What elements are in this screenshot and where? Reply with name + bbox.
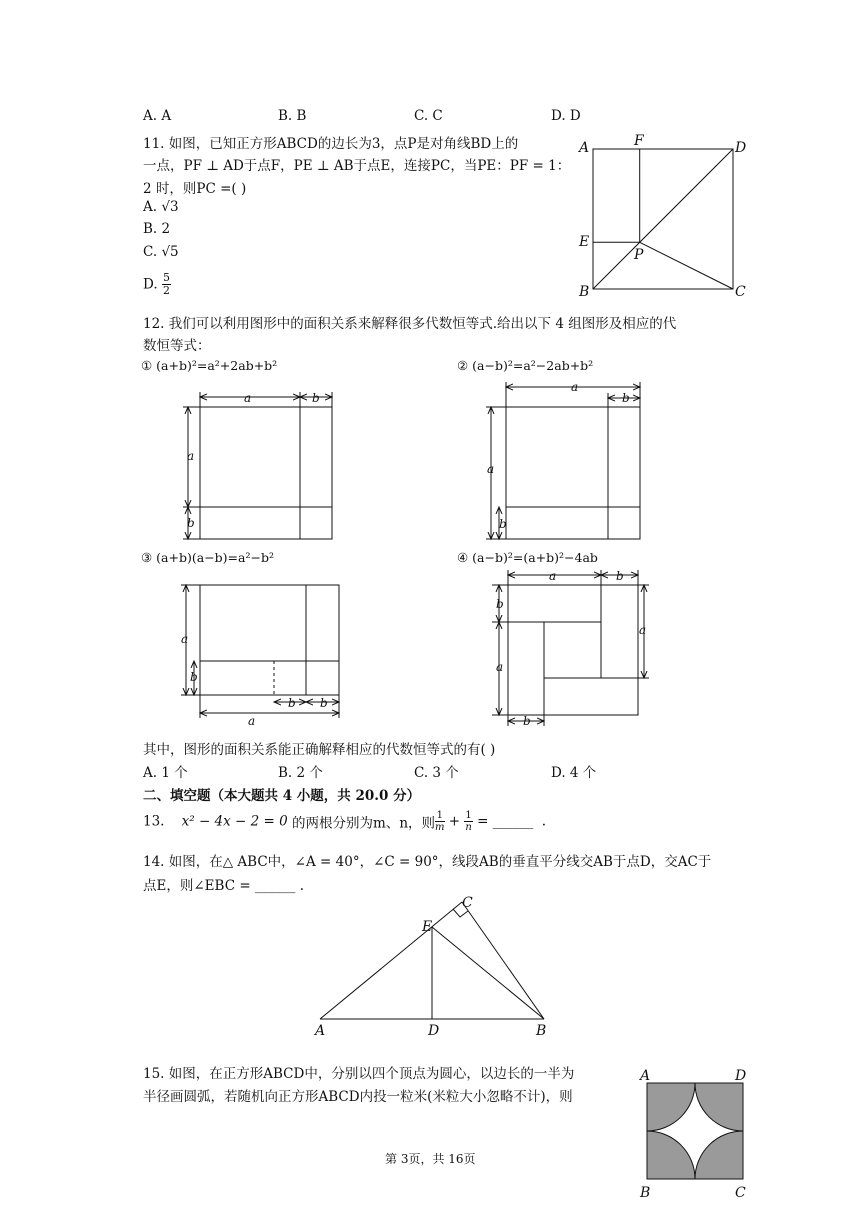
- q12-option-c: C. 3 个: [414, 765, 459, 781]
- q14-segment-cb: [462, 902, 544, 1019]
- q11-option-d-fraction: [162, 272, 171, 297]
- q13-plus: +: [444, 813, 465, 830]
- q11-label-a: A: [579, 140, 590, 156]
- q11-option-a-prefix: A.: [143, 199, 162, 215]
- q15-line2: 半径画圆弧，若随机向正方形ABCD内投一粒米(米粒大小忽略不计)，则: [143, 1089, 573, 1105]
- page-number: 第 3页，共 16页: [385, 1152, 476, 1166]
- q13-frac2-num: 1: [465, 810, 472, 821]
- q12-fig4-label-a: a: [639, 623, 647, 637]
- q11-option-a: [143, 199, 179, 215]
- q12-option-d: D. 4 个: [551, 765, 597, 781]
- q12-fig3-caption: ③ (a+b)(a−b)=a²−b²: [141, 550, 274, 565]
- q11-diagonal-bd: [593, 149, 733, 289]
- q14-figure: [312, 893, 562, 1038]
- q11-option-a-value: √3: [161, 199, 179, 215]
- q11-line2: 一点，PF ⊥ AD于点F，PE ⊥ AB于点E，连接PC，当PE：PF = 1：: [143, 158, 571, 174]
- q12-fig4-label-a: a: [496, 660, 504, 674]
- q11-option-c-value: √5: [161, 244, 179, 260]
- q12-fig4-caption: ④ (a−b)²=(a+b)²−4ab: [457, 550, 598, 565]
- q14-label-a: A: [315, 1023, 326, 1039]
- q14-label-d: D: [428, 1023, 440, 1039]
- q13-equation: x² − 4x − 2 = 0: [181, 813, 288, 830]
- q12-fig2-label-a: a: [487, 462, 495, 476]
- q13-frac1-den: m: [435, 822, 445, 833]
- q15-label-a: A: [640, 1068, 651, 1084]
- q11-option-d-prefix: D.: [143, 276, 162, 293]
- q11-option-b: B. 2: [143, 221, 171, 237]
- q11-line3: 2 时，则PC =( ): [143, 181, 247, 197]
- q12-option-b: B. 2 个: [278, 765, 323, 781]
- q12-fig4-label-b: b: [616, 569, 624, 583]
- q12-fig3-rect: [200, 585, 339, 695]
- q13-fraction-2: [464, 810, 472, 833]
- q12-fig1-label-a: a: [244, 391, 252, 405]
- q12-fig2-label-b: b: [499, 517, 507, 531]
- q10-option-c: C. C: [414, 108, 443, 124]
- q13: [143, 810, 546, 833]
- q15-label-d: D: [735, 1068, 747, 1084]
- q11-label-e: E: [579, 234, 590, 250]
- q14-segment-ac: [320, 902, 462, 1019]
- q12-fig4-square: [508, 585, 638, 715]
- q10-option-d: D. D: [551, 108, 581, 124]
- q12-fig4-label-b: b: [496, 597, 504, 611]
- q12-figure-2: [486, 380, 656, 545]
- q14-label-b: B: [536, 1023, 547, 1039]
- q12-fig1-square: [200, 407, 332, 539]
- q14-line2: 点E，则∠EBC = ______ .: [143, 878, 304, 894]
- q11-segment-pc: [640, 242, 733, 289]
- q12-fig3-label-a: a: [181, 632, 189, 646]
- q13-middle: 的两根分别为m、n，则: [287, 815, 436, 832]
- q11-label-f: F: [634, 133, 644, 149]
- q11-option-c-prefix: C.: [143, 244, 162, 260]
- q12-fig4-label-a: a: [549, 569, 557, 583]
- q12-fig2-label-a: a: [571, 380, 579, 394]
- q14-segment-eb: [432, 927, 544, 1019]
- q11-label-c: C: [735, 284, 746, 300]
- q12-fig2-square: [506, 407, 640, 539]
- q11-label-b: B: [579, 284, 590, 300]
- q11-option-d-denominator: 2: [162, 284, 170, 297]
- q12-fig3-label-b: b: [320, 696, 328, 710]
- q13-suffix: = ______ .: [472, 813, 547, 830]
- q12-question: 其中，图形的面积关系能正确解释相应的代数恒等式的有( ): [143, 742, 496, 758]
- q15-label-b: B: [640, 1185, 651, 1201]
- q12-fig3-label-a: a: [248, 714, 256, 728]
- q14-line1: 14. 如图，在△ ABC中，∠A = 40°，∠C = 90°，线段AB的垂直平分线交AB于点D，交AC于: [143, 854, 712, 870]
- q12-fig1-label-a: a: [187, 449, 195, 463]
- q12-fig1-label-b: b: [312, 391, 320, 405]
- q14-label-e: E: [422, 919, 433, 935]
- q12-fig4-label-b: b: [523, 714, 531, 728]
- q11-label-p: P: [634, 247, 644, 263]
- q12-line2: 数恒等式：: [143, 338, 211, 354]
- q12-option-a: A. 1 个: [143, 765, 188, 781]
- q10-option-b: B. B: [278, 108, 307, 124]
- q13-frac2-den: n: [465, 822, 472, 833]
- q11-line1: 11. 如图，已知正方形ABCD的边长为3，点P是对角线BD上的: [143, 136, 519, 152]
- q10-option-a: A. A: [143, 108, 172, 124]
- q15-line1: 15. 如图，在正方形ABCD中，分别以四个顶点为圆心，以边长的一半为: [143, 1066, 575, 1082]
- q12-figure-4: [486, 568, 661, 728]
- q11-figure: [575, 135, 745, 300]
- q15-figure: [635, 1066, 755, 1201]
- q14-label-c: C: [462, 895, 473, 911]
- q13-fraction-1: [435, 810, 444, 833]
- q12-figure-1: [180, 385, 350, 545]
- q12-fig3-label-b: b: [288, 696, 296, 710]
- q12-figure-3: [180, 577, 360, 727]
- q11-option-d-numerator: 5: [162, 271, 170, 284]
- q12-line1: 12. 我们可以利用图形中的面积关系来解释很多代数恒等式.给出以下 4 组图形及相应的代: [143, 316, 677, 332]
- q11-label-d: D: [735, 140, 747, 156]
- q12-fig1-caption: ① (a+b)²=a²+2ab+b²: [141, 358, 278, 373]
- q13-prefix: 13.: [143, 813, 182, 830]
- q15-label-c: C: [735, 1185, 746, 1201]
- q11-option-d: [143, 272, 171, 297]
- q13-frac1-num: 1: [436, 810, 443, 821]
- q12-fig1-label-b: b: [187, 516, 195, 530]
- section-title: 二、填空题（本大题共 4 小题，共 20.0 分）: [143, 788, 421, 804]
- q11-option-c: [143, 244, 179, 260]
- q12-fig2-caption: ② (a−b)²=a²−2ab+b²: [457, 358, 594, 373]
- q12-fig2-label-b: b: [622, 391, 630, 405]
- q12-fig3-label-b: b: [190, 670, 198, 684]
